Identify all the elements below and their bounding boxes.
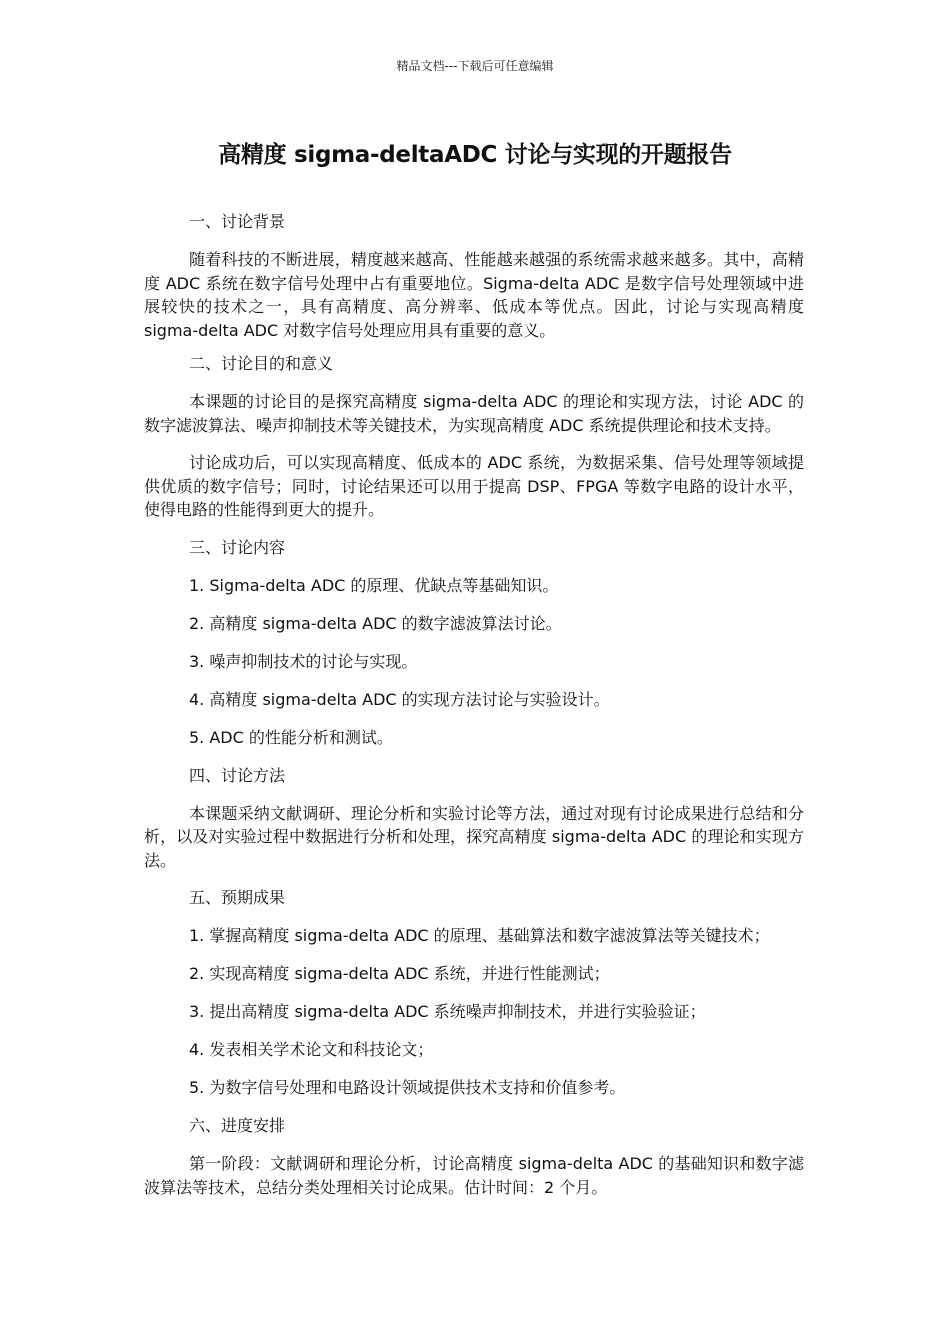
- section-heading-method: 四、讨论方法: [189, 765, 286, 785]
- section-heading-background: 一、讨论背景: [189, 212, 286, 231]
- document-title: 高精度 sigma-deltaADC 讨论与实现的开题报告: [218, 142, 732, 168]
- section-heading-purpose: 二、讨论目的和意义: [189, 354, 334, 373]
- page-header-note: 精品文档---下载后可任意编辑: [396, 59, 554, 73]
- list-item: 2. 实现高精度 sigma-delta ADC 系统，并进行性能测试；: [189, 964, 610, 983]
- section-paragraph: 本课题的讨论目的是探究高精度 sigma-delta ADC 的理论和实现方法，讨论 ADC 的数字滤波算法、噪声抑制技术等关键技术，为实现高精度 ADC 系统提供理论和技术支持。: [144, 392, 804, 435]
- section-paragraph: 第一阶段：文献调研和理论分析，讨论高精度 sigma-delta ADC 的基础知识和数字滤波算法等技术，总结分类处理相关讨论成果。估计时间：2 个月。: [144, 1154, 804, 1197]
- list-item: 1. Sigma-delta ADC 的原理、优缺点等基础知识。: [189, 575, 559, 595]
- section-heading-content: 三、讨论内容: [189, 537, 286, 557]
- section-paragraph: 讨论成功后，可以实现高精度、低成本的 ADC 系统，为数据采集、信号处理等领域提供优质的数字信号；同时，讨论结果还可以用于提高 DSP、FPGA 等数字电路的设计水平，使得电路的性能得到更大的提升。: [144, 453, 804, 519]
- section-heading-schedule: 六、进度安排: [189, 1116, 286, 1135]
- list-item: 5. ADC 的性能分析和测试。: [189, 727, 393, 747]
- list-item: 2. 高精度 sigma-delta ADC 的数字滤波算法讨论。: [189, 613, 562, 633]
- list-item: 4. 发表相关学术论文和科技论文；: [189, 1040, 434, 1059]
- list-item: 4. 高精度 sigma-delta ADC 的实现方法讨论与实验设计。: [189, 689, 610, 709]
- list-item: 3. 提出高精度 sigma-delta ADC 系统噪声抑制技术，并进行实验验证；: [189, 1002, 706, 1021]
- document-body: [144, 210, 804, 1213]
- list-item: 1. 掌握高精度 sigma-delta ADC 的原理、基础算法和数字滤波算法等关键技术；: [189, 926, 770, 945]
- list-item: 5. 为数字信号处理和电路设计领域提供技术支持和价值参考。: [189, 1078, 626, 1097]
- section-paragraph: 本课题采纳文献调研、理论分析和实验讨论等方法，通过对现有讨论成果进行总结和分析，以及对实验过程中数据进行分析和处理，探究高精度 sigma-delta ADC 的理论和实现方法。: [144, 803, 804, 870]
- section-paragraph: 随着科技的不断进展，精度越来越高、性能越来越强的系统需求越来越多。其中，高精度 ADC 系统在数字信号处理中占有重要地位。Sigma-delta ADC 是数字信号处理领域中进展较快的技术之一，具有高精度、高分辨率、低成本等优点。因此，讨论与实现高精度 sigma-delta ADC 对数字信号处理应用具有重要的意义。: [144, 250, 804, 340]
- section-heading-outcomes: 五、预期成果: [189, 888, 286, 907]
- list-item: 3. 噪声抑制技术的讨论与实现。: [189, 651, 418, 671]
